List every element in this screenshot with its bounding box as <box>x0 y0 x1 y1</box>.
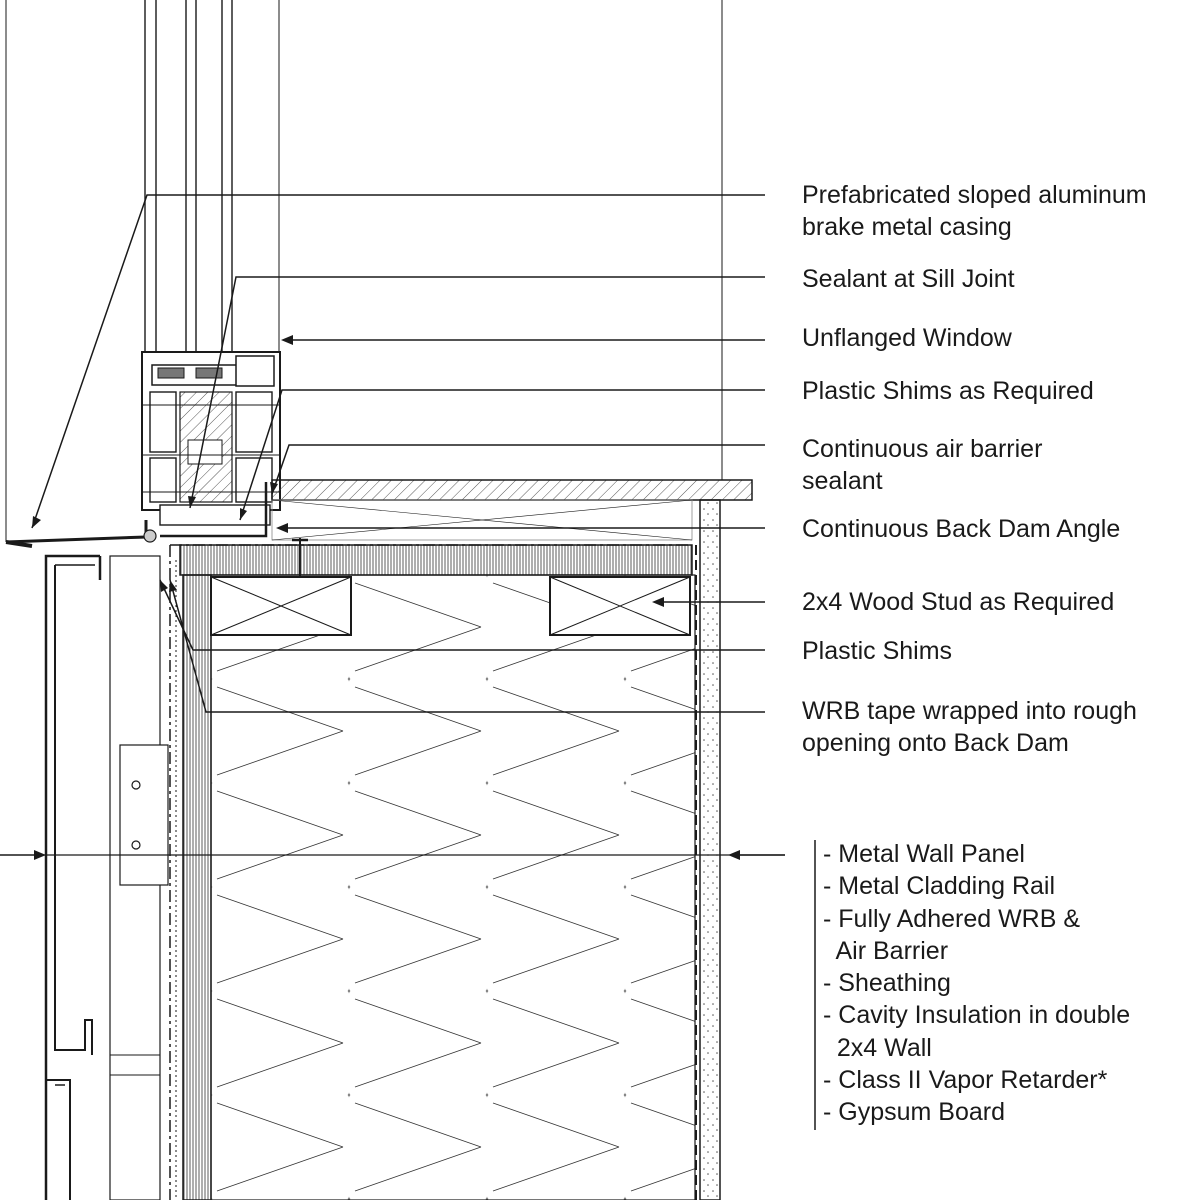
callout-labels <box>802 181 1147 757</box>
sill-sheathing <box>180 545 692 575</box>
cavity-insulation <box>211 575 695 1200</box>
callout-wood-stud: 2x4 Wood Stud as Required <box>802 588 1115 616</box>
callout-casing-line1: Prefabricated sloped aluminum <box>802 181 1147 209</box>
wood-stud-left <box>211 577 351 635</box>
metal-cladding-rail <box>110 556 168 1200</box>
wall-assembly-item: - Class II Vapor Retarder* <box>823 1066 1108 1094</box>
wall-assembly-item: - Sheathing <box>823 969 951 997</box>
callout-casing-line2: brake metal casing <box>802 213 1012 241</box>
wall-assembly-list <box>823 840 1130 1126</box>
callout-plastic-shims: Plastic Shims <box>802 637 953 665</box>
wall-assembly-item: Air Barrier <box>823 937 949 965</box>
callout-wrb-tape-line1: WRB tape wrapped into rough <box>802 697 1137 725</box>
gypsum-board <box>700 500 720 1200</box>
wood-stud-right <box>550 577 690 635</box>
callout-back-dam-angle: Continuous Back Dam Angle <box>802 515 1121 543</box>
unflanged-window <box>6 0 722 542</box>
metal-wall-panel <box>46 556 100 1200</box>
callout-unflanged-window: Unflanged Window <box>802 324 1012 352</box>
wall-assembly-item: - Fully Adhered WRB & <box>823 905 1081 933</box>
callout-sealant-sill: Sealant at Sill Joint <box>802 265 1015 293</box>
sealant-bead <box>144 530 156 542</box>
wall-assembly-item: - Metal Wall Panel <box>823 840 1025 868</box>
wall-assembly-item: - Cavity Insulation in double <box>823 1001 1131 1029</box>
sloped-aluminum-casing <box>6 520 146 546</box>
wall-assembly-item: - Metal Cladding Rail <box>823 872 1056 900</box>
wall-assembly-item: 2x4 Wall <box>823 1034 932 1062</box>
callout-air-barrier-line2: sealant <box>802 467 883 495</box>
interior-sill-board <box>272 480 752 500</box>
wall-assembly-item: - Gypsum Board <box>823 1098 1006 1126</box>
wall-sheathing <box>183 575 211 1200</box>
callout-plastic-shims-required: Plastic Shims as Required <box>802 377 1094 405</box>
callout-wrb-tape-line2: opening onto Back Dam <box>802 729 1069 757</box>
callout-air-barrier-line1: Continuous air barrier <box>802 435 1043 463</box>
